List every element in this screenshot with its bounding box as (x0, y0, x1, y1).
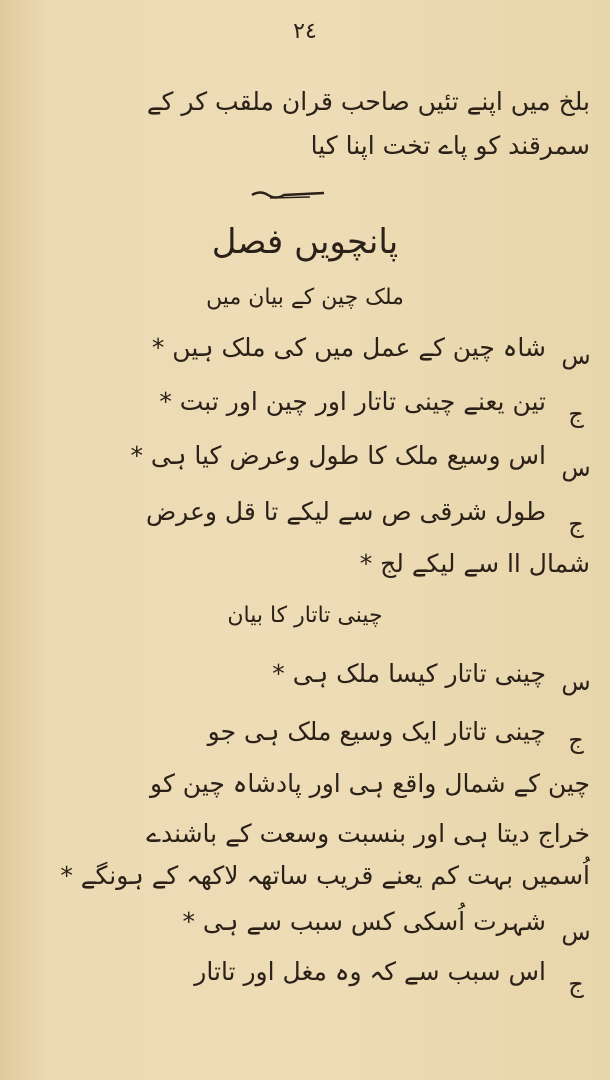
qa-marker: ج (568, 400, 584, 428)
qa-marker: س (561, 454, 591, 482)
ornament-divider (250, 188, 326, 202)
section-title: چینی تاتار کا بیان (227, 603, 383, 628)
qa-marker: ج (568, 510, 584, 538)
qa-marker: ج (568, 726, 584, 754)
qa-text: طول شرقی ص سے لیکے تا قل وعرض (145, 497, 546, 526)
qa-text: تین یعنے چینی تاتار اور چین اور تبت * (159, 387, 546, 416)
qa-marker: س (561, 342, 591, 370)
intro-line-1: بلخ میں اپنے تئیں صاحب قران ملقب کر کے (146, 87, 590, 116)
qa-text: اس وسیع ملک کا طول وعرض کیا ہی * (130, 441, 546, 470)
chapter-subtitle: ملک چین کے بیان میں (206, 285, 404, 310)
qa-marker: ج (568, 970, 584, 998)
page-number: ٢٤ (293, 19, 317, 44)
chapter-title: پانچویں فصل (211, 222, 399, 262)
qa-marker: س (561, 918, 591, 946)
qa-text: چینی تاتار کیسا ملک ہی * (272, 659, 546, 688)
qa-marker: س (561, 668, 591, 696)
continuation-line: چین کے شمال واقع ہی اور پادشاہ چین کو (150, 769, 590, 798)
intro-line-2: سمرقند کو پاے تخت اپنا کیا (310, 131, 590, 160)
continuation-line: اُسمیں بہت کم یعنے قریب ساتھہ لاکھہ کے ہونگے * (60, 861, 590, 890)
continuation-line: خراج دیتا ہی اور بنسبت وسعت کے باشندے (146, 819, 590, 848)
continuation-line: شمال اا سے لیکے لج * (359, 549, 590, 578)
qa-text: شاہ چین کے عمل میں کی ملک ہیں * (151, 333, 546, 362)
qa-text: چینی تاتار ایک وسیع ملک ہی جو (207, 717, 546, 746)
qa-text: اس سبب سے کہ وہ مغل اور تاتار (194, 957, 546, 986)
qa-text: شہرت اُسکی کس سبب سے ہی * (182, 907, 546, 936)
